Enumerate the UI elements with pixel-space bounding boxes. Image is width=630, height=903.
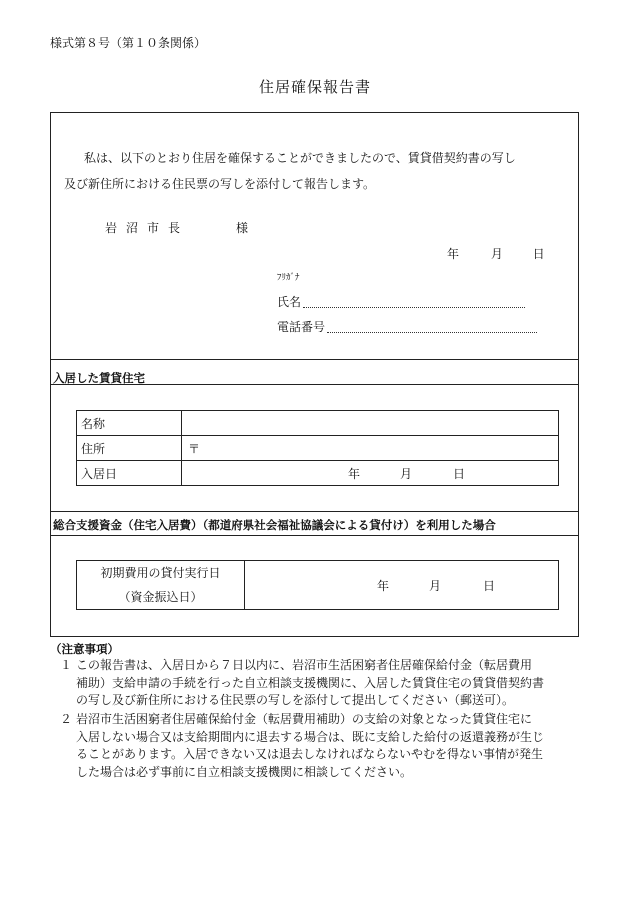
section-heading-loan: 総合支援資金（住宅入居費）（都道府県社会福祉協議会による貸付け）を利用した場合: [53, 518, 496, 532]
note-number: ２: [60, 712, 73, 726]
note-line: この報告書は、入居日から７日以内に、岩沼市生活困窮者住居確保給付金（転居費用: [76, 658, 533, 672]
loan-table: [76, 560, 559, 610]
table-row: [77, 411, 559, 436]
report-date: [447, 245, 545, 262]
phone-label: 電話番号: [277, 320, 326, 334]
furigana-label: ﾌﾘｶﾞﾅ: [277, 273, 300, 283]
day-label: 日: [483, 578, 496, 593]
addressee-name: 岩沼市長: [105, 221, 190, 235]
notes-heading: （注意事項）: [50, 642, 119, 656]
month-label: 月: [429, 578, 442, 593]
day-label: 日: [532, 247, 545, 261]
addressee-honorific: 様: [236, 221, 249, 235]
loan-date-label-line1: 初期費用の貸付実行日: [100, 566, 221, 580]
note-line: の写し及び新住所における住民票の写しを添付して提出してください（郵送可）。: [76, 693, 515, 707]
table-row: [77, 436, 559, 461]
divider: [51, 535, 578, 536]
page-title: 住居確保報告書: [258, 78, 371, 96]
year-label: 年: [447, 247, 460, 261]
month-label: 月: [490, 247, 503, 261]
name-field[interactable]: [303, 307, 525, 308]
loan-date-label: [77, 561, 245, 610]
divider: [51, 359, 578, 360]
housing-name-label: 名称: [77, 411, 182, 436]
note-number: １: [60, 658, 73, 672]
postal-mark: 〒: [188, 441, 201, 456]
move-in-date-field[interactable]: [182, 461, 559, 486]
table-row: [77, 461, 559, 486]
housing-name-field[interactable]: [182, 411, 559, 436]
note-line: ることがあります。入居できない又は退去しなければならないやむを得ない事情が発生: [76, 747, 544, 761]
section-heading-housing: 入居した賃貸住宅: [53, 371, 145, 385]
loan-date-label-line2: （資金振込日）: [118, 590, 203, 604]
year-label: 年: [348, 466, 361, 481]
loan-date-field[interactable]: [245, 561, 559, 610]
phone-field[interactable]: [327, 332, 537, 333]
note-item: [60, 657, 544, 710]
housing-table: [76, 410, 559, 486]
divider: [51, 511, 578, 512]
note-line: 補助）支給申請の手続を行った自立相談支援機関に、入居した賃貸住宅の賃貸借契約書: [76, 675, 545, 690]
name-label: 氏名: [277, 295, 302, 309]
intro-line-2: 及び新住所における住民票の写しを添付して報告します。: [64, 177, 376, 191]
note-line: した場合は必ず事前に自立相談支援機関に相談してください。: [76, 764, 413, 779]
housing-address-label: 住所: [77, 436, 182, 461]
form-number: 様式第８号（第１０条関係）: [50, 36, 207, 50]
intro-line-1: 私は、以下のとおり住居を確保することができましたので、賃貸借契約書の写し: [84, 151, 516, 165]
table-row: [77, 561, 559, 610]
day-label: 日: [453, 466, 466, 481]
note-line: 入居しない場合又は支給期間内に退去する場合は、既に支給した給付の返還義務が生じ: [76, 729, 545, 744]
month-label: 月: [400, 466, 413, 481]
note-item: [60, 711, 544, 781]
move-in-date-label: 入居日: [77, 461, 182, 486]
note-line: 岩沼市生活困窮者住居確保給付金（転居費用補助）の支給の対象となった賃貸住宅に: [76, 712, 533, 726]
year-label: 年: [377, 578, 390, 593]
housing-address-field[interactable]: [182, 436, 559, 461]
